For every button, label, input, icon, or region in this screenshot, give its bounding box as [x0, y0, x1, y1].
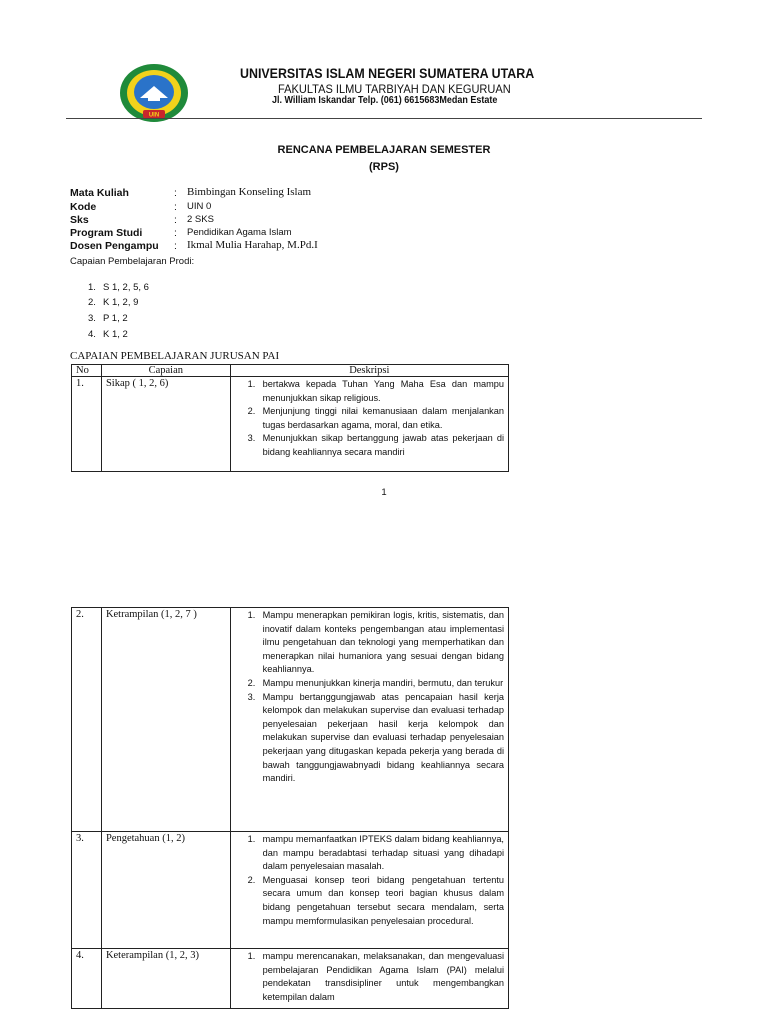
document-title: RENCANA PEMBELAJARAN SEMESTER [277, 144, 491, 156]
info-label-dosen-pengampu: Dosen Pengampu [70, 240, 159, 252]
cp-prodi-number: 3. [88, 313, 96, 324]
info-sep: : [174, 240, 177, 252]
header-no: No [72, 365, 102, 377]
row-deskripsi [230, 608, 508, 832]
item-text: bertakwa kepada Tuhan Yang Maha Esa dan mampu menunjukkan sikap religious. [262, 379, 504, 403]
info-sep: : [174, 227, 177, 239]
page-number: 1 [381, 487, 387, 498]
logo-text: UIN [148, 112, 160, 119]
row-number: 4. [72, 949, 102, 1009]
list-item [231, 405, 504, 432]
item-number: 1. [247, 834, 256, 844]
cp-prodi-label: Capaian Pembelajaran Prodi: [70, 256, 195, 267]
info-value-program-studi: Pendidikan Agama Islam [187, 227, 292, 238]
table-row [72, 949, 509, 1009]
cp-jurusan-title: CAPAIAN PEMBELAJARAN JURUSAN PAI [70, 350, 280, 362]
list-item [231, 609, 504, 677]
list-item [231, 950, 504, 1004]
table-row [72, 832, 509, 949]
row-number: 2. [72, 608, 102, 832]
cp-prodi-item: K 1, 2, 9 [103, 297, 139, 308]
row-deskripsi [230, 832, 508, 949]
info-label-program-studi: Program Studi [70, 227, 143, 239]
item-text: mampu merencanakan, melaksanakan, dan mengevaluasi pembelajaran Pendidikan Agama Islam (PAI) melalui pendekatan transdisipliner untuk mengembangkan ketempilan dalam [262, 951, 504, 1002]
info-value-sks: 2 SKS [187, 214, 214, 225]
item-text: Menjunjung tinggi nilai kemanusiaan dalam menjalankan tugas berdasarkan agama, moral, dan etika. [262, 406, 504, 430]
row-capaian: Keterampilan (1, 2, 3) [101, 949, 230, 1009]
deskripsi-list [231, 833, 508, 928]
university-logo [118, 62, 190, 124]
cp-prodi-item: K 1, 2 [103, 329, 128, 340]
faculty-name: FAKULTAS ILMU TARBIYAH DAN KEGURUAN [278, 82, 511, 96]
item-text: Mampu bertanggungjawab atas pencapaian hasil kerja kelompok dan melakukan supervise dan evaluasi terhadap penyelesaian pekerjaan hasil kerja kelompok dan melakukan supervise dan evaluasi terhadap penyelesaian pekerjaan yang ditugaskan kepada pekerja yang berada di bawah tanggungjawabnyadi bidang keahliannya secara mandiri. [262, 691, 504, 784]
row-capaian: Pengetahuan (1, 2) [101, 832, 230, 949]
info-sep: : [174, 201, 177, 213]
row-capaian: Sikap ( 1, 2, 6) [101, 377, 230, 472]
item-number: 2. [247, 874, 256, 885]
university-name: UNIVERSITAS ISLAM NEGERI SUMATERA UTARA [240, 66, 535, 81]
item-text: Mampu menunjukkan kinerja mandiri, bermutu, dan terukur [262, 677, 504, 688]
item-text: mampu memanfaatkan IPTEKS dalam bidang keahliannya, dan mampu beradabtasi terhadap situasi yang dihadapi dalam penyelesaian masalah. [262, 834, 504, 872]
item-number: 3. [247, 691, 256, 702]
row-deskripsi [230, 949, 508, 1009]
row-capaian: Ketrampilan (1, 2, 7 ) [101, 608, 230, 832]
info-label-kode: Kode [70, 201, 97, 213]
list-item [231, 874, 504, 928]
info-label-sks: Sks [70, 214, 89, 226]
item-text: Mampu menerapkan pemikiran logis, kritis, sistematis, dan inovatif dalam konteks pengembangan atau implementasi ilmu pengetahuan dan teknologi yang memperhatikan dan menerapkan nilai humaniora yang sesuai dengan bidang keahliannya. [262, 610, 504, 675]
info-value-kode: UIN 0 [187, 201, 212, 212]
cp-prodi-item: P 1, 2 [103, 313, 128, 324]
cp-prodi-number: 2. [88, 297, 96, 308]
item-text: Menguasai konsep teori bidang pengetahuan tertentu secara umum dan konsep teori bagian khusus dalam bidang pengetahuan tersebut secara mendalam, serta mampu memformulasikan penyelesaian procedural. [262, 874, 504, 926]
document-subtitle: (RPS) [369, 161, 399, 173]
list-item [231, 432, 504, 459]
table-row [72, 608, 509, 832]
deskripsi-list [231, 609, 508, 786]
info-sep: : [174, 214, 177, 226]
info-label-mata-kuliah: Mata Kuliah [70, 187, 129, 199]
item-number: 1. [247, 379, 256, 389]
info-sep: : [174, 187, 177, 199]
row-number: 3. [72, 832, 102, 949]
item-number: 3. [247, 433, 256, 444]
item-number: 2. [247, 406, 256, 417]
header-divider [66, 118, 702, 119]
row-number: 1. [72, 377, 102, 472]
item-number: 2. [247, 677, 256, 688]
header-capaian: Capaian [101, 365, 230, 377]
item-text: Menunjukkan sikap bertanggung jawab atas pekerjaan di bidang keahliannya secara mandiri [262, 433, 504, 457]
info-value-dosen-pengampu: Ikmal Mulia Harahap, M.Pd.I [187, 239, 318, 251]
cp-prodi-number: 4. [88, 329, 96, 340]
item-number: 1. [247, 610, 256, 620]
cp-prodi-number: 1. [88, 282, 96, 293]
university-address: Jl. William Iskandar Telp. (061) 6615683Medan Estate [272, 95, 498, 106]
deskripsi-list [231, 378, 508, 460]
list-item [231, 677, 504, 691]
row-deskripsi [230, 377, 508, 472]
deskripsi-list [231, 950, 508, 1004]
list-item [231, 691, 504, 786]
list-item [231, 378, 504, 405]
cp-table-part2 [71, 607, 509, 1009]
header-deskripsi: Deskripsi [230, 365, 508, 377]
table-header-row [72, 365, 509, 377]
cp-prodi-item: S 1, 2, 5, 6 [103, 282, 149, 293]
item-number: 1. [247, 951, 256, 961]
logo-emblem-icon [118, 62, 190, 124]
info-value-mata-kuliah: Bimbingan Konseling Islam [187, 186, 312, 198]
list-item [231, 833, 504, 874]
table-row [72, 377, 509, 472]
cp-table-part1 [71, 364, 509, 472]
